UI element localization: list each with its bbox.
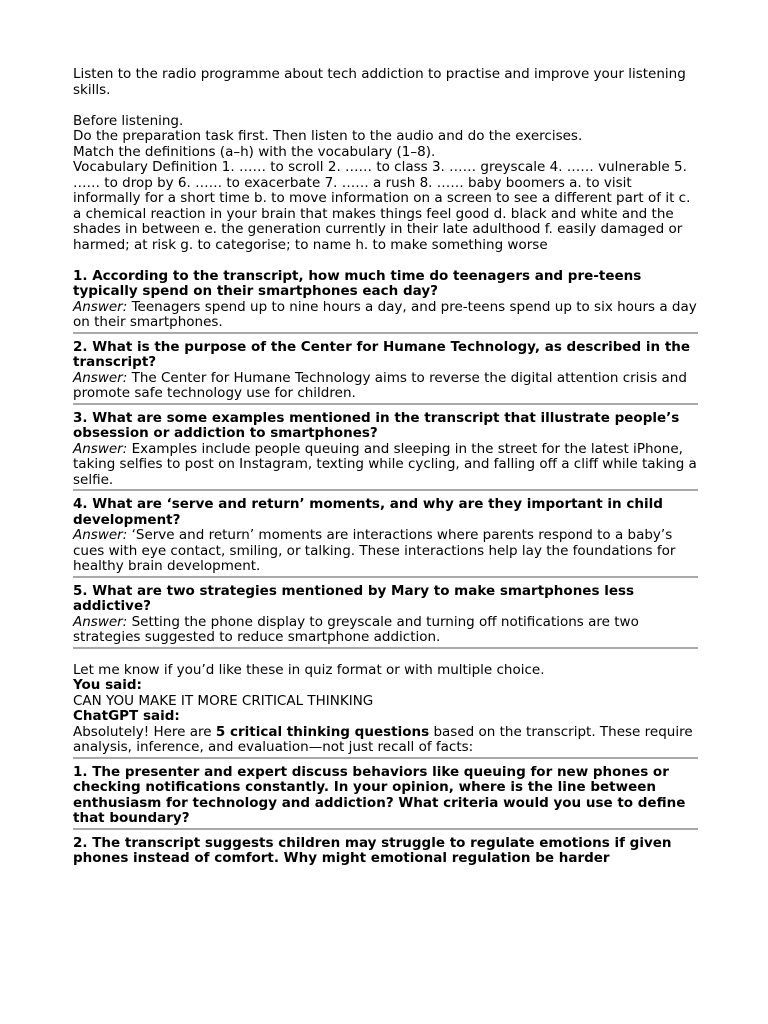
- answer-text: Setting the phone display to greyscale and turning off notifications are two strategies suggested to reduce smartphone addiction.: [73, 613, 639, 645]
- answer-3: [73, 442, 698, 489]
- reply-text: [73, 725, 698, 756]
- quiz-offer: Let me know if you’d like these in quiz format or with multiple choice.: [73, 661, 545, 678]
- qa-item-3: [73, 411, 698, 492]
- preparation-instruction: Do the preparation task first. Then listen to the audio and do the exercises.: [73, 128, 583, 144]
- answer-text: The Center for Humane Technology aims to reverse the digital attention crisis and promote safe technology use for children.: [73, 369, 687, 401]
- matching-instruction: Match the definitions (a–h) with the vocabulary (1–8).: [73, 143, 436, 160]
- qa-item-5: [73, 584, 698, 649]
- question-3: 3. What are some examples mentioned in the transcript that illustrate people’s obsession or addiction to smartphones?: [73, 409, 680, 441]
- question-1: 1. According to the transcript, how much time do teenagers and pre-teens typically spend on their smartphones each day?: [73, 267, 642, 299]
- critical-question-1: [73, 765, 698, 830]
- chatgpt-said-label: ChatGPT said:: [73, 708, 180, 724]
- critical-question-2: 2. The transcript suggests children may struggle to regulate emotions if given phones instead of comfort. Why might emotional regulation be harder: [73, 834, 672, 866]
- reply-pre: Absolutely! Here are: [73, 723, 216, 740]
- answer-text: Examples include people queuing and sleeping in the street for the latest iPhone, taking selfies to post on Instagram, texting while cycling, and falling off a cliff while taking a selfie.: [73, 440, 697, 488]
- answer-1: [73, 300, 698, 331]
- question-2: 2. What is the purpose of the Center for Humane Technology, as described in the transcript?: [73, 338, 691, 370]
- assistant-reply: [73, 725, 698, 759]
- critical-question-text: 1. The presenter and expert discuss behaviors like queuing for new phones or checking notifications constantly. In your opinion, where is the line between enthusiasm for technology and addiction? What criteria would you use to define that boundary?: [73, 763, 686, 826]
- qa-item-2: [73, 340, 698, 405]
- intro-line-2: skills.: [73, 81, 111, 98]
- intro-line-1: Listen to the radio programme about tech addiction to practise and improve your listening: [73, 66, 686, 82]
- answer-5: [73, 615, 698, 646]
- answer-4: [73, 528, 698, 575]
- vocabulary-block: Vocabulary Definition 1. …… to scroll 2. …… to class 3. …… greyscale 4. …… vulnerable 5. …… to drop by 6. …… to exacerbate 7. …… a rush 8. …… baby boomers a. to visit informally for a short time b. to move information on a screen to see a different part of it c. a chemical reaction in your brain that makes things feel good d. black and white and the shades in between e. the generation currently in their late adulthood f. easily damaged or harmed; at risk g. to categorise; to name h. to make something worse: [73, 159, 691, 253]
- question-5: 5. What are two strategies mentioned by Mary to make smartphones less addictive?: [73, 582, 635, 614]
- answer-label: Answer:: [73, 527, 128, 543]
- question-4: 4. What are ‘serve and return’ moments, and why are they important in child development?: [73, 496, 663, 528]
- reply-bold: 5 critical thinking questions: [215, 723, 430, 740]
- qa-item-4: [73, 497, 698, 578]
- answer-label: Answer:: [73, 369, 128, 386]
- answer-2: [73, 371, 698, 402]
- answer-label: Answer:: [73, 613, 128, 630]
- answer-label: Answer:: [73, 298, 128, 315]
- you-said-label: You said:: [73, 677, 142, 693]
- answer-text: ‘Serve and return’ moments are interactions where parents respond to a baby’s cues with eye contact, smiling, or talking. These interactions help lay the foundations for healthy brain development.: [73, 527, 676, 574]
- before-listening: Before listening.: [73, 112, 184, 129]
- answer-text: Teenagers spend up to nine hours a day, and pre-teens spend up to six hours a day on their smartphones.: [73, 298, 697, 330]
- qa-item-1: [73, 269, 698, 334]
- user-message: CAN YOU MAKE IT MORE CRITICAL THINKING: [73, 692, 374, 709]
- reply-post: based on the transcript. These require analysis, inference, and evaluation—not just recall of facts:: [73, 723, 693, 755]
- answer-label: Answer:: [73, 440, 128, 457]
- document-page: [73, 67, 698, 867]
